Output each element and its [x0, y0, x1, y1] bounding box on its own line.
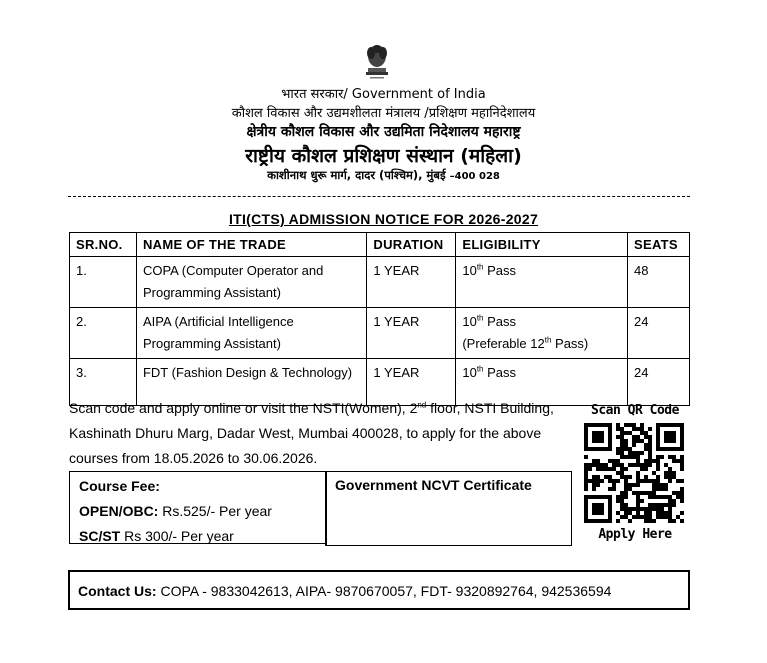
elig2-rest: Pass) [551, 336, 589, 351]
contact-label: Contact Us: [78, 583, 157, 599]
table-row [70, 308, 690, 359]
contact-numbers: COPA - 9833042613, AIPA- 9870670057, FDT- 9320892764, 942536594 [156, 583, 612, 599]
contact-box [68, 570, 690, 610]
cell-trade: AIPA (Artificial Intelligence Programming Assistant) [136, 308, 366, 359]
elig-rest: Pass [483, 365, 516, 380]
cell-sr: 3. [70, 359, 137, 406]
elig-sup: th [476, 262, 484, 272]
fee-open-value: Rs.525/- Per year [158, 503, 272, 519]
elig2-pre: (Preferable [462, 336, 531, 351]
apply-text-sup: nd [417, 400, 427, 410]
fee-title: Course Fee: [79, 478, 160, 494]
header-address-text: काशीनाथ धुरू मार्ग, दादर (पश्चिम), मुंबई [267, 168, 446, 182]
header-sr-no: SR.NO. [70, 233, 137, 257]
header-govt-of-india: भारत सरकार/ Government of India [281, 87, 486, 102]
fee-open-label: OPEN/OBC: [79, 503, 159, 519]
cell-trade: COPA (Computer Operator and Programming Assistant) [136, 257, 366, 308]
qr-code-icon[interactable] [584, 423, 684, 523]
elig-sup: th [476, 364, 484, 374]
course-fee-box [69, 471, 325, 544]
table-header-row [70, 233, 690, 257]
cell-sr: 2. [70, 308, 137, 359]
cell-sr: 1. [70, 257, 137, 308]
cell-seats: 24 [628, 308, 690, 359]
elig2-num: 12 [530, 336, 545, 351]
elig-sup: th [476, 313, 484, 323]
header-pincode: –400 028 [449, 171, 500, 182]
cell-eligibility [456, 308, 628, 359]
header-address [0, 168, 767, 183]
apply-text-2: floor, NSTI Building, Kashinath Dhuru Marg, Dadar West, Mumbai 400028, to apply for the above courses from 18.05.2026 to 30.06.2026. [69, 400, 554, 466]
cell-eligibility [456, 257, 628, 308]
trades-table [69, 232, 690, 406]
fee-sc-value: Rs 300/- Per year [120, 528, 234, 544]
cell-seats: 24 [628, 359, 690, 406]
cell-seats: 48 [628, 257, 690, 308]
certificate-text: Government NCVT Certificate [335, 477, 532, 493]
qr-title: Scan QR Code [591, 403, 679, 418]
elig-rest: Pass [483, 263, 516, 278]
elig-num: 10 [462, 263, 477, 278]
cell-duration: 1 YEAR [367, 257, 456, 308]
elig-rest: Pass [483, 314, 516, 329]
apply-text-1: Scan code and apply online or visit the NSTI(Women), 2 [69, 400, 418, 416]
fee-sc-label: SC/ST [79, 528, 121, 544]
cell-duration: 1 YEAR [367, 308, 456, 359]
dashed-divider [68, 196, 690, 197]
apply-instructions [69, 396, 579, 471]
header-directorate: क्षेत्रीय कौशल विकास और उद्यमिता निदेशालय महाराष्ट्र [246, 124, 521, 140]
table-row [70, 257, 690, 308]
qr-footer: Apply Here [598, 527, 672, 542]
elig-num: 10 [462, 314, 477, 329]
header-ministry: कौशल विकास और उद्यमशीलता मंत्रालय /प्रशिक्षण महानिदेशालय [231, 106, 536, 121]
cell-duration: 1 YEAR [367, 359, 456, 406]
header-eligibility: ELIGIBILITY [456, 233, 628, 257]
elig-num: 10 [462, 365, 477, 380]
header-duration: DURATION [367, 233, 456, 257]
cell-trade: FDT (Fashion Design & Technology) [136, 359, 366, 406]
header-institute-name: राष्ट्रीय कौशल प्रशिक्षण संस्थान (महिला) [245, 145, 522, 167]
elig2-sup: th [544, 335, 552, 345]
state-emblem-icon [362, 41, 392, 81]
header-trade-name: NAME OF THE TRADE [136, 233, 366, 257]
certificate-box [325, 471, 572, 546]
notice-title: ITI(CTS) ADMISSION NOTICE FOR 2026-2027 [228, 211, 539, 227]
header-seats: SEATS [628, 233, 690, 257]
